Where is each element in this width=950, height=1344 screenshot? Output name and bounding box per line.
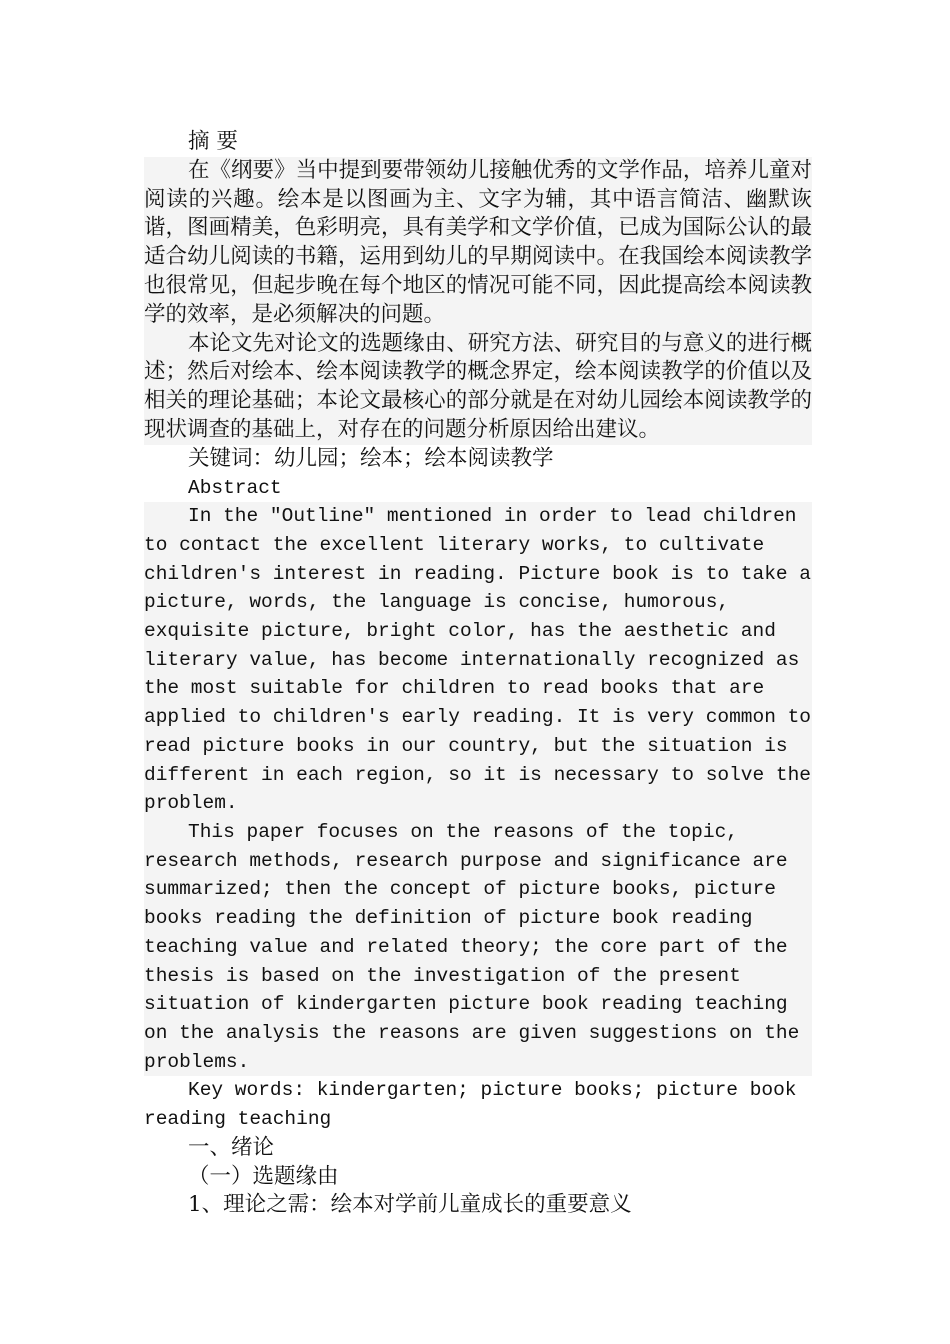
chapter-1-subsection-1: 1、理论之需：绘本对学前儿童成长的重要意义 [188, 1192, 632, 1218]
abstract-cn-keywords: 关键词：幼儿园；绘本；绘本阅读教学 [188, 445, 554, 471]
chapter-1-section-1: （一）选题缘由 [188, 1163, 339, 1189]
chapter-1-title: 一、绪论 [188, 1134, 275, 1160]
abstract-cn-paragraph-2: 本论文先对论文的选题缘由、研究方法、研究目的与意义的进行概述；然后对绘本、绘本阅读教学的概念界定，绘本阅读教学的价值以及相关的理论基础；本论文最核心的部分就是在对幼儿园绘本阅读教学的现状调查的基础上，对存在的问题分析原因给出建议。 [144, 330, 812, 445]
abstract-cn-heading: 摘 要 [188, 129, 238, 154]
abstract-en-paragraph-1: In the "Outline" mentioned in order to lead children to contact the excellent literary works, to cultivate children's interest in reading. Picture book is to take a picture, words, the language is concise, humorous, exquisite picture, bright color, has the aesthetic and literary value, has become internationally recognized as the most suitable for children to read books that are applied to children's early reading. It is very common to read picture books in our country, but the situation is different in each region, so it is necessary to solve the problem. [144, 502, 812, 818]
document-body [144, 128, 812, 1220]
abstract-en-heading: Abstract [188, 476, 282, 499]
abstract-en-paragraph-2: This paper focuses on the reasons of the topic, research methods, research purpose and significance are summarized; then the concept of picture books, picture books reading the definition of picture book reading teaching value and related theory; the core part of the thesis is based on the investigation of the present situation of kindergarten picture book reading teaching on the analysis the reasons are given suggestions on the problems. [144, 818, 812, 1076]
abstract-cn-paragraph-1: 在《纲要》当中提到要带领幼儿接触优秀的文学作品，培养儿童对阅读的兴趣。绘本是以图画为主、文字为辅，其中语言简洁、幽默诙谐，图画精美，色彩明亮，具有美学和文学价值，已成为国际公认的最适合幼儿阅读的书籍，运用到幼儿的早期阅读中。在我国绘本阅读教学也很常见，但起步晚在每个地区的情况可能不同，因此提高绘本阅读教学的效率，是必须解决的问题。 [144, 157, 812, 330]
abstract-en-keywords: Key words: kindergarten; picture books; picture book reading teaching [144, 1079, 797, 1131]
